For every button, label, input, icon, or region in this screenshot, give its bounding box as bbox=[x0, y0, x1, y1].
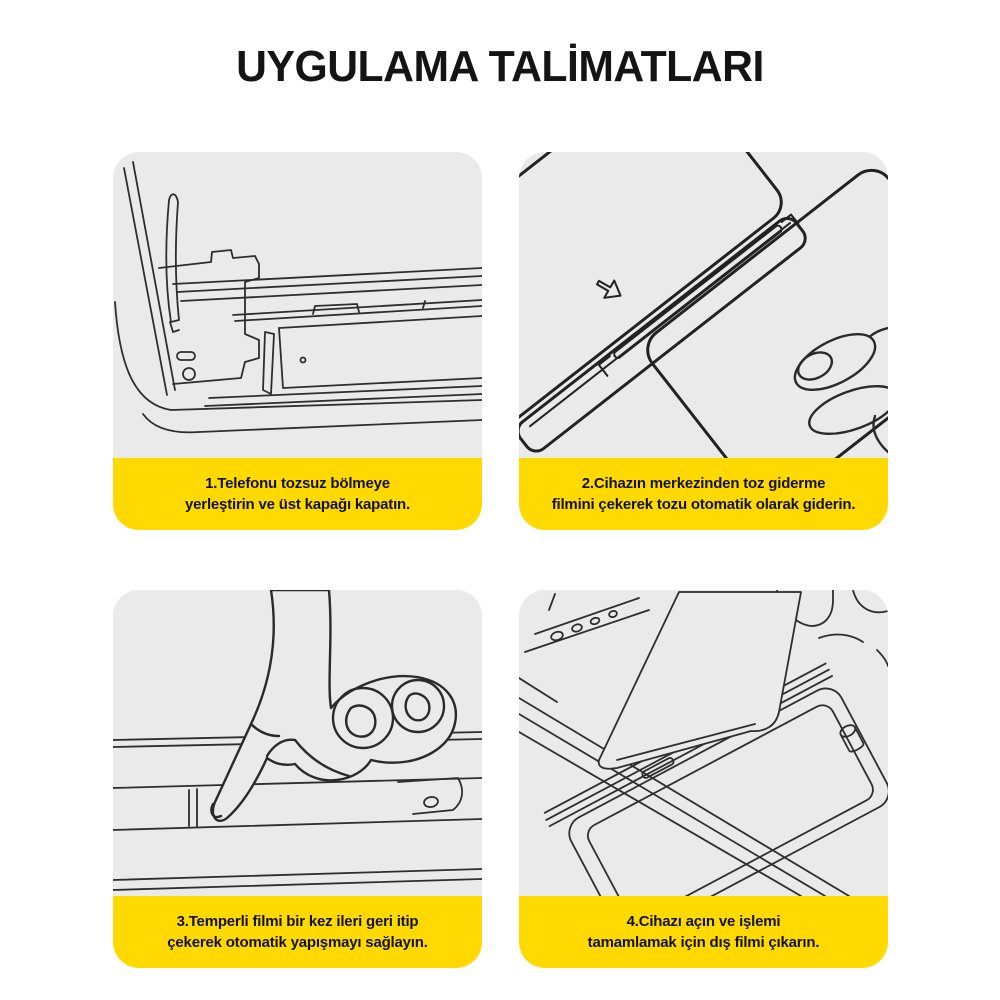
step-2-illustration bbox=[519, 152, 888, 458]
direction-arrow-icon bbox=[593, 274, 626, 304]
pull-film-drawing bbox=[519, 152, 888, 458]
step-4-panel bbox=[519, 590, 888, 968]
step-4-caption bbox=[519, 896, 888, 968]
caption-line: 4.Cihazı açın ve işlemi bbox=[626, 912, 781, 930]
push-film-drawing bbox=[113, 590, 482, 896]
step-1-illustration bbox=[113, 152, 482, 458]
step-2-panel bbox=[519, 152, 888, 530]
caption-line: çekerek otomatik yapışmayı sağlayın. bbox=[167, 934, 428, 951]
step-2-caption bbox=[519, 458, 888, 530]
caption-line: filmini çekerek tozu otomatik olarak giderin. bbox=[551, 496, 856, 513]
remove-outer-film-drawing bbox=[519, 590, 888, 896]
step-3-caption bbox=[113, 896, 482, 968]
page-title: UYGULAMA TALİMATLARI bbox=[236, 42, 764, 91]
caption-line: yerleştirin ve üst kapağı kapatın. bbox=[185, 496, 410, 513]
open-tray-drawing bbox=[113, 152, 482, 458]
caption-line: 1.Telefonu tozsuz bölmeye bbox=[205, 474, 390, 492]
caption-line: 3.Temperli filmi bir kez ileri geri itip bbox=[176, 912, 419, 930]
step-1-caption bbox=[113, 458, 482, 530]
step-3-panel bbox=[113, 590, 482, 968]
caption-line: 2.Cihazın merkezinden toz giderme bbox=[581, 474, 826, 492]
pinching-hand bbox=[786, 323, 888, 452]
step-3-illustration bbox=[113, 590, 482, 896]
caption-line: tamamlamak için dış filmi çıkarın. bbox=[587, 934, 820, 951]
step-4-illustration bbox=[519, 590, 888, 896]
pushing-hand bbox=[211, 590, 455, 821]
step-1-panel bbox=[113, 152, 482, 530]
